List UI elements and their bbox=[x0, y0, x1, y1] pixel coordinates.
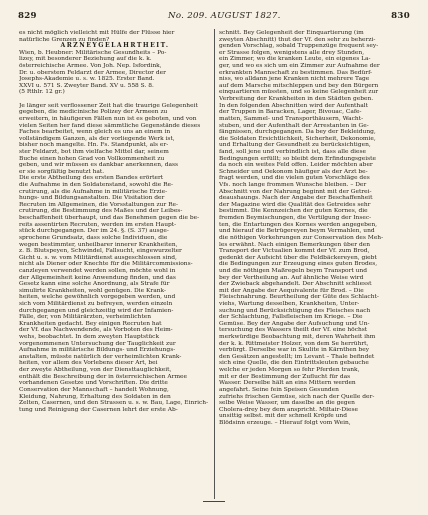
text-line: hungs- und Bildungsanstalten. Die Visitation der bbox=[19, 195, 165, 202]
text-line: stuben, und der Aufenthalt der Arrestanten in Ge- bbox=[219, 122, 369, 129]
text-line: schnitt. Bey Gelegenheit der Einquartierung (im bbox=[219, 30, 364, 36]
text-line: matten, Sammel- und Transporthäusern, Wacht- bbox=[219, 115, 364, 122]
text-line: Wien, b. Heubner: Militärische Gesundheits – Po- bbox=[19, 49, 167, 56]
text-line: tung und Reinigung der Casernen lehrt der erste Ab- bbox=[19, 406, 178, 413]
text-line: gedenkt der Aufsicht über die Feldbäckereyen, giebt bbox=[219, 254, 377, 261]
text-line: ein Zimmer, wo die kranken Leute, ein eigenes La- bbox=[219, 56, 371, 63]
text-line: Abschnitt von der Nahrung beginnt mit der Getrei- bbox=[219, 188, 372, 195]
text-line: der Truppen in Baracken, Lager, Bivouac, Cafe- bbox=[219, 109, 362, 116]
text-line: sich eine Quelle, die den Eintrittsleuten gebauche bbox=[219, 360, 369, 367]
text-line: die Aufnahme in den Soldatenstand, sowohl die Re- bbox=[19, 182, 173, 189]
text-line: erweitern, in häufigeren Fällen nun ist es geboten, und von bbox=[19, 115, 197, 122]
text-line: tersuchung des Wassers theilt der Vf. eine höchst bbox=[219, 327, 368, 334]
text-line: vielen Seiten her fand diese sämmtliche Gegenstände dieses bbox=[19, 122, 201, 129]
text-line: angefahrt. Seine fein Speisen Gesunden bbox=[219, 386, 339, 393]
text-line: er Strasse folgen, wenigstens alle drey Stunden, bbox=[219, 49, 365, 56]
page-number-left: 829 bbox=[18, 11, 37, 21]
text-line: Buche einen hohen Grad von Vollkommenheit zu bbox=[19, 155, 165, 162]
text-line: Kleidung, Nahrung, Erhaltung des Soldaten in den bbox=[19, 393, 171, 400]
text-line: Gesetz kann eine solche Anordnung, als Strafe für bbox=[19, 281, 170, 288]
text-line: der zweyte Abtheilung, von der Diensttauglichkeit, bbox=[19, 367, 172, 374]
text-line: auf dem Marsche mitschleppen und bey den Bürgern bbox=[219, 82, 379, 89]
text-line: die Bedingungen zur Erzeugung eines guten Brodes, bbox=[219, 261, 378, 268]
text-line: Recruten im Allgemeinen, die Vorsstaltungen zur Re- bbox=[19, 201, 179, 208]
text-line: der Magazine wird die Qualität des Getreides sehr bbox=[219, 201, 371, 208]
text-line: Verbreitung der Krankheiten in den Städten geben. bbox=[219, 96, 374, 103]
text-line: Cholera-drey bey dem anspricht. Miltair-Diese bbox=[219, 406, 358, 413]
text-line: einquartieren müssten, und so keine Gelegenheit zur bbox=[219, 89, 379, 96]
text-line: Dr. u. oberstem Feldarzt der Armee, Director der bbox=[19, 69, 166, 76]
text-line: gegeben, die medicinische Polizey der Armeen zu bbox=[19, 109, 168, 116]
text-line: fand, soll jene und verbindlich ist, dass alle diese bbox=[219, 148, 366, 155]
page-header bbox=[18, 11, 410, 25]
text-line: welche er jeden Morgen so fehr Pferden trank, bbox=[219, 367, 360, 374]
text-line: Fleischnahrung. Beurtheilung der Güte des Schlacht- bbox=[219, 294, 379, 301]
text-line: ten, die Entartungen des Kornes werden angegeben, bbox=[219, 221, 378, 228]
text-line: bisher noch mangelte. Hn. Fs. Standpunkt, als er- bbox=[19, 142, 169, 149]
text-line: viehs, Wartung desselben, Krankheiten, Unter- bbox=[219, 300, 360, 307]
text-line: verbürgt. Derselbe war in Skulite in Kärnthen bey bbox=[219, 347, 370, 354]
text-line: canzleyen verwendet werden sollen, möchte wohl in bbox=[19, 267, 176, 274]
text-line: und die nöthigen Maßregeln beym Transport und bbox=[219, 267, 367, 274]
text-line: wehs, beobachtet. In dem zweyten Hauptstück bbox=[19, 334, 160, 341]
text-line: der Vf. das Nachwendende, als Vorboten des Heim- bbox=[19, 327, 173, 334]
text-line: In den folgenden Abschnitten wird der Aufenthalt bbox=[219, 102, 368, 109]
text-line: da noch ein weites Feld offen. Leider möchten aber bbox=[219, 162, 373, 169]
text-line: mit er der Bestimmung der Zuflucht für das bbox=[219, 373, 351, 380]
text-line: Blödsinn erzeuge. – Hierauf folgt vom Wein, bbox=[219, 419, 351, 426]
text-line: Josephs-Akademie u. s. w. 1825. Erster Band. bbox=[19, 76, 155, 83]
text-line: anstalten, müsste natürlich der verheimlichten Krank- bbox=[19, 353, 182, 360]
text-line: Gicht u. s. w. vom Militärdienst ausgeschlossen sind, bbox=[19, 254, 177, 261]
text-line bbox=[19, 96, 211, 103]
text-line: Transport der Victualien kommt der Vf. zum Brod, bbox=[219, 248, 370, 255]
text-line: der k. k. Rittmeister Holzer, von dem Se herrührt, bbox=[219, 340, 369, 347]
text-line: fängnissen, durchgegangen. Da bey der Bekleidung, bbox=[219, 129, 376, 136]
text-line: reits assentirten Recruten, werden im ersten Haupt- bbox=[19, 221, 177, 228]
text-line: (5 Rthlr. 12 gr.) bbox=[19, 89, 65, 96]
column-divider bbox=[214, 29, 215, 499]
text-line: lizey, mit besonderer Beziehung auf die k. k. bbox=[19, 56, 152, 63]
text-line: nicht als Diener oder Knechte für die Militärcommissions- bbox=[19, 261, 193, 268]
text-line: die nöthigen Vorkehrungen zur Conservation des Meh- bbox=[219, 234, 384, 241]
text-line: geben, und wir müssen es dankbar anerkennen, dass bbox=[19, 162, 179, 169]
text-line: sprochene Grundsatz, dass solche Individuen, die bbox=[19, 234, 168, 241]
text-line: deaushaungs. Nach der Angabe der Beschaffenheit bbox=[219, 195, 373, 202]
text-line: zweyten Abschnitt) thut der Vf. den sehr zu beherzi- bbox=[219, 36, 376, 43]
text-line: simulirte Krankheiten, wohl genügen. Die Krank- bbox=[19, 287, 166, 294]
text-line: Vfs. noch lange frommen Wunsche bleiben. – Der bbox=[219, 182, 367, 189]
text-line: Bedingungen erfüllt; so bleibt dem Erfindungsgeiste bbox=[219, 155, 377, 162]
text-line: heiten, welche gewöhnlich vorgegeben werden, und bbox=[19, 294, 176, 301]
text-line: und hierauf die Betrügereyen beym Vermahlen, und bbox=[219, 228, 375, 235]
text-line: fragt werden, und die vielen guten Vorschläge des bbox=[219, 175, 370, 182]
text-line: Gemüse. Bey der Angabe der Aufsuchung und Un- bbox=[219, 320, 370, 327]
text-line: den Gesätzen angestellt; im Levant – Thale befindet bbox=[219, 353, 375, 360]
text-line: ger, und wo es sich um ein Zimmer zur Aufnahme der bbox=[219, 63, 380, 70]
text-line: Fälle, der, von Militärärzten, verheimlichten bbox=[19, 314, 151, 321]
text-line: wegen bestimmter, unheilbarer innerer Krankheiten, bbox=[19, 241, 178, 248]
text-line: vorhandenen Gesetze und Vorschriften. Die dritte bbox=[19, 380, 168, 387]
text-line: unsittig selbst. mit der schmell Kröpfe und bbox=[219, 413, 347, 420]
text-line: der Zwieback abgehandelt. Der Abschnitt schliesst bbox=[219, 281, 372, 288]
text-line: bey der Vertheilung an. Auf ähnliche Weise wird bbox=[219, 274, 364, 281]
text-line: beschaffenheit überhaupt, und das Benehmen gegen die be- bbox=[19, 215, 200, 222]
text-line: die Soldaten Ersichtlichkeit, Sicherheit, Dekonomie, bbox=[219, 135, 376, 142]
text-line: der Allgemeinheit keine Anwendung finden, und das bbox=[19, 274, 176, 281]
text-line: fremden Beymischungen, die Vertilgung der Insec- bbox=[219, 215, 372, 222]
text-line: Zelten, Casernen, und den Strassen u. s. w. Bau, Lage, Einrich- bbox=[19, 400, 209, 407]
text-line: Schneider und Oekonom häufiger als der Arzt be- bbox=[219, 168, 368, 175]
text-line: Die erste Abtheilung des ersten Bandes erörtert bbox=[19, 175, 164, 182]
text-line: selbe Weise Wasser, um daselbe an die gegen bbox=[219, 400, 355, 407]
text-line: les erwähnt. Nach einigen Bemerkungen über den bbox=[219, 241, 370, 248]
text-line: crutirung, die Bestimmung des Maßes und der Leibes- bbox=[19, 208, 183, 215]
page-number-right: 830 bbox=[391, 11, 410, 21]
text-line: genden Vorschlag, sobald Truppenzüge frequent sey- bbox=[219, 43, 379, 50]
right-column bbox=[219, 30, 412, 427]
text-line: erkrankten Mannschaft zu bestimmen. Das Bedürf- bbox=[219, 69, 373, 76]
text-line: enthält die Beschreibung der in österreichischen Armee bbox=[19, 373, 188, 380]
text-line: österreichische Armee. Von Joh. Nep. Isfordink, bbox=[19, 63, 162, 70]
text-line: Krankheiten gedacht. Bey einigen Recruten hat bbox=[19, 320, 162, 327]
text-line: XXVI u. 571 S. Zweyter Band. XV u. 558 S. 8. bbox=[19, 82, 154, 89]
text-line: vorgenommenen Untersuchung der Tauglichkeit zur bbox=[19, 340, 176, 347]
text-line: stück durchgegangen. Der im 24. §. (S. 37) ausge- bbox=[19, 228, 169, 235]
text-line: durchgegangen und gleichzeitig wird der Infamien- bbox=[19, 307, 174, 314]
text-line: merkwürdige Beobachtung mit, deren Wahrheit ihm bbox=[219, 334, 376, 341]
text-line: vollständigem Ganzen, als der vorliegende Werk ist, bbox=[19, 135, 175, 142]
footer-rule bbox=[203, 501, 225, 502]
text-line: sich vom Militärdienst zu befreyen, werden einzeln bbox=[19, 300, 173, 307]
text-line: zufriehs frischen Gemüse, sich nach der Quelle der- bbox=[219, 393, 375, 400]
issue-line: No. 209. AUGUST 1827. bbox=[168, 11, 281, 21]
text-line: crutirung, als die Aufnahme in militärische Erzie- bbox=[19, 188, 168, 195]
text-line: der Schlachtung, Fallsfleischen im Kriege. – Die bbox=[219, 314, 363, 321]
text-line: er sie sorgfältig benutzt hat. bbox=[19, 168, 105, 175]
text-line: Wasser. Derselbe hält an eins Mittern werden bbox=[219, 380, 356, 387]
text-line: suchung und Berücksichtigung des Fleisches nach bbox=[219, 307, 371, 314]
text-line: bestimmt. Die Kennzeichen der guten Kornes, die bbox=[219, 208, 368, 215]
text-line: und Erhaltung der Gesundheit zu berücksichtigen, bbox=[219, 142, 371, 149]
section-title: ARZNEYGELAHRTHEIT. bbox=[60, 42, 170, 50]
text-line: Faches bearbeitet, wenn gleich es uns an einem in bbox=[19, 129, 171, 136]
text-line: mit der Angabe der Aequivalente für Brod. – Die bbox=[219, 287, 364, 294]
text-line: niss, wo alldann jene Kranken nicht mehrere Tage bbox=[219, 76, 370, 83]
text-line: es nicht möglich vielleicht mit Hülfe der Flüsse hier bbox=[19, 30, 175, 36]
text-line: z. B. Blutspeyen, Schwindel, Fallsucht, eingewurzelter bbox=[19, 248, 182, 255]
text-line: natürliche Grenzen zu finden? bbox=[19, 36, 110, 43]
text-line: heiten, vor allem des Vorlebens dieser Art, bei bbox=[19, 360, 158, 367]
left-column bbox=[19, 30, 211, 413]
text-line: Je länger seit verflossener Zeit hat die traurige Gelegenheit bbox=[19, 102, 198, 109]
text-line: ster Feldarzt, bot ihm vielfache Mittel dar, seinem bbox=[19, 148, 169, 155]
text-line: Aufnahme in militärische Bildungs- und Erziehungs- bbox=[19, 347, 176, 354]
text-line: Conservation der Mannschaft – handelt Wohnung, bbox=[19, 386, 169, 393]
